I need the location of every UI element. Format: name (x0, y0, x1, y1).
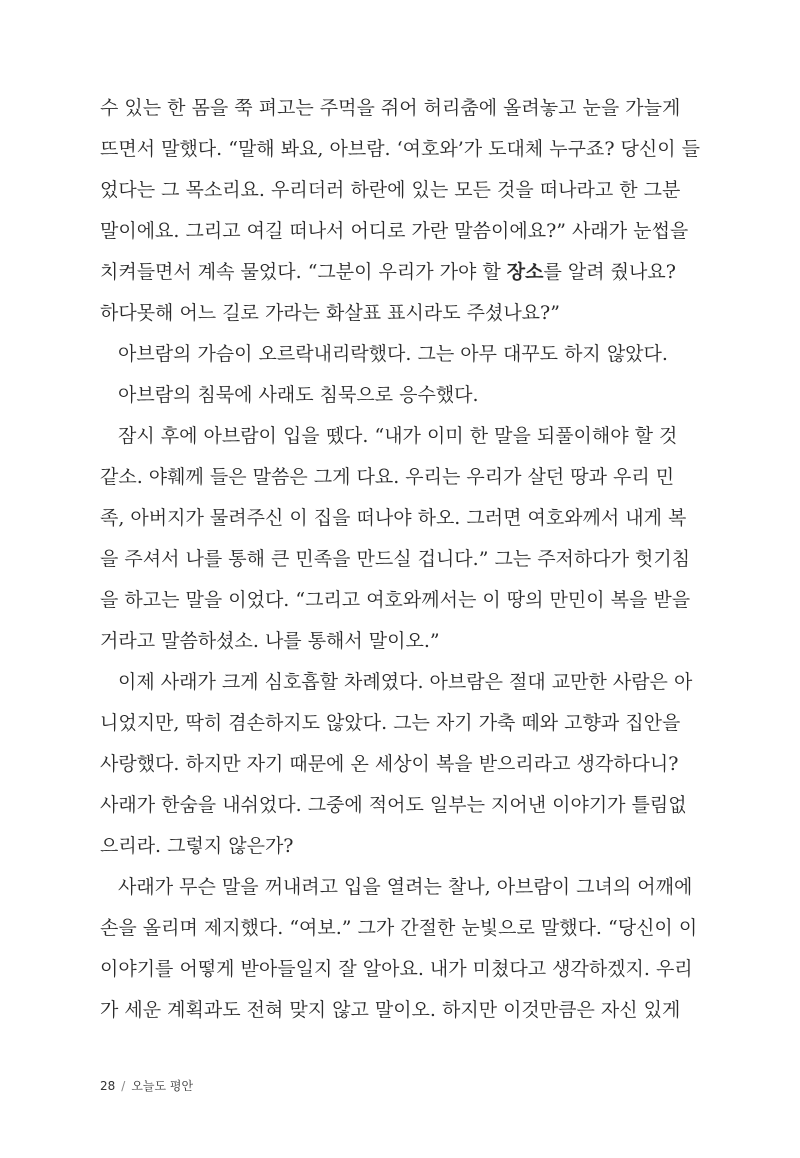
text-line: 거라고 말씀하셨소. 나를 통해서 말이오.” (100, 630, 440, 652)
page-number: 28 (100, 1079, 116, 1093)
text-line: 수 있는 한 몸을 쭉 펴고는 주먹을 쥐어 허리춤에 올려놓고 눈을 가늘게 (100, 97, 681, 119)
page-body (100, 88, 701, 1031)
text-line: 니었지만, 딱히 겸손하지도 않았다. 그는 자기 가축 떼와 고향과 집안을 (100, 712, 681, 734)
book-title: 오늘도 평안 (131, 1079, 194, 1093)
emphasized-word: 장소 (506, 261, 544, 283)
paragraph (100, 375, 670, 416)
text-line: 이야기를 어떻게 받아들일지 잘 알아요. 내가 미쳤다고 생각하겠지. 우리 (100, 958, 693, 980)
text-line: 족, 아버지가 물려주신 이 집을 떠나야 하오. 그러면 여호와께서 내게 복 (100, 507, 687, 529)
text-line: 말이에요. 그리고 여길 떠나서 어디로 가란 말씀이에요?” 사래가 눈썹을 (100, 220, 689, 242)
text-line: 뜨면서 말했다. “말해 봐요, 아브람. ‘여호와’가 도대체 누구죠? 당신이 들 (100, 138, 701, 160)
text-line: 을 하고는 말을 이었다. “그리고 여호와께서는 이 땅의 만민이 복을 받을 (100, 589, 691, 611)
text-line: 었다는 그 목소리요. 우리더러 하란에 있는 모든 것을 떠나라고 한 그분 (100, 179, 681, 201)
text-line: 손을 올리며 제지했다. “여보.” 그가 간절한 눈빛으로 말했다. “당신이 이 (100, 917, 698, 939)
page-footer (100, 1077, 193, 1094)
text-line: 아브람의 가슴이 오르락내리락했다. 그는 아무 대꾸도 하지 않았다. (118, 343, 668, 365)
paragraph (100, 416, 691, 662)
paragraph (100, 334, 670, 375)
paragraph (100, 867, 698, 1031)
text-line: 하다못해 어느 길로 가라는 화살표 표시라도 주셨나요?” (100, 302, 560, 324)
text-line: 이제 사래가 크게 심호흡할 차례였다. 아브람은 절대 교만한 사람은 아 (118, 671, 693, 693)
text-line: 을 주셔서 나를 통해 큰 민족을 만드실 겁니다.” 그는 주저하다가 헛기침 (100, 548, 691, 570)
text-line: 가 세운 계획과도 전혀 맞지 않고 말이오. 하지만 이것만큼은 자신 있게 (100, 999, 681, 1021)
paragraph (100, 88, 701, 334)
text-line: 사랑했다. 하지만 자기 때문에 온 세상이 복을 받으리라고 생각하다니? (100, 753, 679, 775)
text-line-with-emphasis: 치켜들면서 계속 물었다. “그분이 우리가 가야 할 장소를 알려 줬나요? (100, 261, 676, 283)
text-line: 잠시 후에 아브람이 입을 뗐다. “내가 이미 한 말을 되풀이해야 할 것 (118, 425, 678, 447)
text-line: 으리라. 그렇지 않은가? (100, 835, 294, 857)
text-line: 아브람의 침묵에 사래도 침묵으로 응수했다. (118, 384, 479, 406)
text-line: 사래가 한숨을 내쉬었다. 그중에 적어도 일부는 지어낸 이야기가 틀림없 (100, 794, 687, 816)
paragraph (100, 662, 693, 867)
footer-separator: / (121, 1079, 126, 1093)
text-line: 같소. 야훼께 들은 말씀은 그게 다요. 우리는 우리가 살던 땅과 우리 민 (100, 466, 675, 488)
text-line: 사래가 무슨 말을 꺼내려고 입을 열려는 찰나, 아브람이 그녀의 어깨에 (118, 876, 693, 898)
